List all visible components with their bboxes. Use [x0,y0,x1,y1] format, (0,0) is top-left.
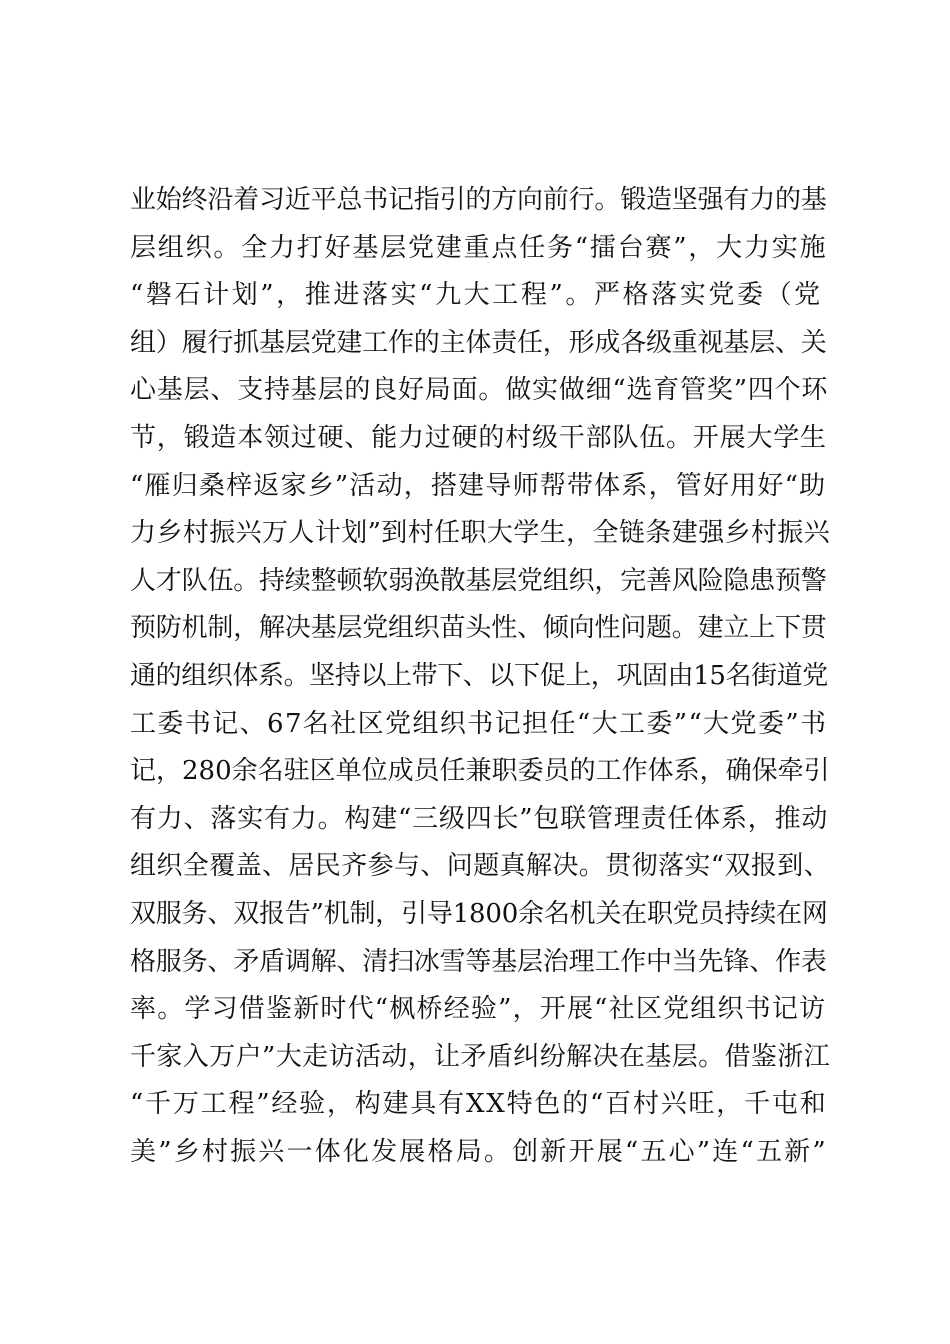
text-line: 业始终沿着习近平总书记指引的方向前行。锻造坚强有力的基 [130,185,827,215]
text-line: 通的组织体系。坚持以上带下、以下促上，巩固由15名街道党 [130,660,828,691]
text-line: 格服务、矛盾调解、清扫冰雪等基层治理工作中当先锋、作表 [130,946,827,977]
text-line: 美”乡村振兴一体化发展格局。创新开展“五心”连“五新” [130,1136,828,1167]
text-line: 有力、落实有力。构建“三级四长”包联管理责任体系，推动 [130,803,829,834]
text-line: 组）履行抓基层党建工作的主体责任，形成各级重视基层、关 [130,327,827,358]
text-line: 组织全覆盖、居民齐参与、问题真解决。贯彻落实“双报到、 [130,851,831,882]
text-line: 工委书记、67名社区党组织书记担任“大工委”“大党委”书 [130,708,828,739]
text-line: 记，280余名驻区单位成员任兼职委员的工作体系，确保牵引 [130,756,830,787]
text-line: 心基层、支持基层的良好局面。做实做细“选育管奖”四个环 [130,375,829,406]
text-line: “磐石计划”，推进落实“九大工程”。严格落实党委（党 [130,280,823,311]
text-line: “千万工程”经验，构建具有XX特色的“百村兴旺，千屯和 [130,1089,828,1120]
text-line: 率。学习借鉴新时代“枫桥经验”，开展“社区党组织书记访 [130,994,827,1025]
text-line: 力乡村振兴万人计划”到村任职大学生，全链条建强乡村振兴 [130,518,831,549]
text-line: 人才队伍。持续整顿软弱涣散基层党组织，完善风险隐患预警 [130,565,827,596]
text-line: “雁归桑梓返家乡”活动，搭建导师帮带体系，管好用好“助 [130,470,827,501]
text-line: 预防机制，解决基层党组织苗头性、倾向性问题。建立上下贯 [130,613,827,644]
text-line: 节，锻造本领过硬、能力过硬的村级干部队伍。开展大学生 [130,422,827,453]
text-line: 层组织。全力打好基层党建重点任务“擂台赛”，大力实施 [130,232,828,263]
body-paragraph [130,177,830,1176]
text-line: 双服务、双报告”机制，引导1800余名机关在职党员持续在网 [130,898,828,929]
text-line: 千家入万户”大走访活动，让矛盾纠纷解决在基层。借鉴浙江 [130,1041,831,1072]
